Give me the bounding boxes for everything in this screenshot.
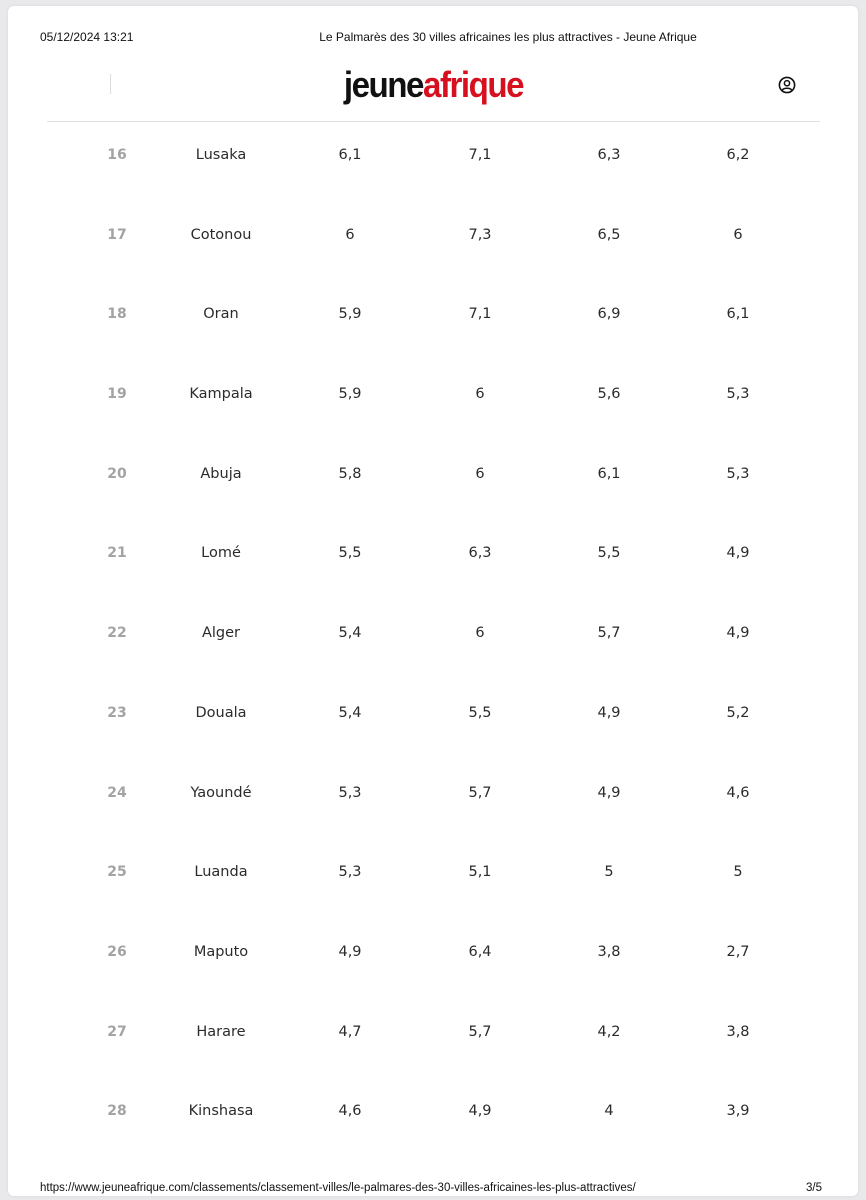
rank-cell: 17 [107, 226, 127, 243]
score-cell: 5,7 [468, 784, 492, 801]
score-cell: 5,3 [338, 784, 362, 801]
table-row [0, 992, 866, 1072]
table-row [0, 1071, 866, 1151]
score-cell: 6,3 [597, 147, 621, 163]
score-cell: 5,9 [338, 386, 362, 403]
rank-cell: 19 [107, 386, 127, 403]
rank-cell: 24 [107, 784, 127, 801]
score-cell: 5 [604, 864, 614, 881]
score-cell: 6,5 [597, 226, 621, 243]
city-cell: Lomé [201, 545, 241, 562]
score-cell: 3,8 [597, 943, 621, 960]
score-cell: 5,2 [726, 704, 750, 721]
score-cell: 6,9 [597, 306, 621, 323]
score-cell: 6 [475, 625, 485, 642]
city-cell: Kinshasa [188, 1103, 254, 1120]
table-row [0, 753, 866, 833]
rank-cell: 23 [107, 704, 127, 721]
score-cell: 3,9 [726, 1103, 750, 1120]
score-cell: 6 [475, 465, 485, 482]
score-cell: 6,4 [468, 943, 492, 960]
score-cell: 6,1 [338, 147, 362, 163]
table-row [0, 195, 866, 275]
rank-cell: 20 [107, 465, 127, 482]
table-row [0, 115, 866, 195]
score-cell: 7,1 [468, 306, 492, 323]
score-cell: 5,4 [338, 625, 362, 642]
site-header [47, 60, 820, 122]
city-cell: Oran [203, 306, 239, 323]
score-cell: 5,7 [468, 1023, 492, 1040]
table-row [0, 673, 866, 753]
score-cell: 7,1 [468, 147, 492, 163]
score-cell: 6,2 [726, 147, 750, 163]
city-cell: Alger [201, 625, 241, 642]
city-cell: Luanda [194, 864, 248, 881]
table-row [0, 354, 866, 434]
score-cell: 6,3 [468, 545, 492, 562]
table-row [0, 513, 866, 593]
score-cell: 6 [733, 226, 743, 243]
city-cell: Abuja [200, 465, 242, 482]
logo-jeune: jeune [343, 64, 424, 105]
logo-afrique: afrique [423, 64, 524, 105]
ranking-table [0, 115, 866, 1151]
score-cell: 6 [345, 226, 355, 243]
rank-cell: 16 [107, 147, 127, 163]
score-cell: 5,5 [597, 545, 621, 562]
score-cell: 4,2 [597, 1023, 621, 1040]
city-cell: Harare [196, 1023, 246, 1040]
score-cell: 5,5 [338, 545, 362, 562]
print-date: 05/12/2024 13:21 [40, 30, 134, 44]
score-cell: 4,9 [338, 943, 362, 960]
user-circle-icon[interactable] [778, 76, 796, 94]
city-cell: Douala [195, 704, 247, 721]
score-cell: 5,1 [468, 864, 492, 881]
score-cell: 4 [604, 1103, 614, 1120]
score-cell: 5,6 [597, 386, 621, 403]
score-cell: 6 [475, 386, 485, 403]
score-cell: 5 [733, 864, 743, 881]
score-cell: 4,6 [338, 1103, 362, 1120]
rank-cell: 22 [107, 625, 127, 642]
score-cell: 4,9 [726, 625, 750, 642]
score-cell: 4,7 [338, 1023, 362, 1040]
table-row [0, 593, 866, 673]
score-cell: 4,9 [597, 784, 621, 801]
table-row [0, 832, 866, 912]
print-page-number: 3/5 [806, 1182, 822, 1194]
score-cell: 5,8 [338, 465, 362, 482]
table-row [0, 274, 866, 354]
score-cell: 5,4 [338, 704, 362, 721]
score-cell: 4,6 [726, 784, 750, 801]
city-cell: Yaoundé [190, 784, 252, 801]
print-document-title: Le Palmarès des 30 villes africaines les plus attractives - Jeune Afrique [319, 30, 697, 44]
score-cell: 4,9 [726, 545, 750, 562]
rank-cell: 18 [107, 306, 127, 323]
score-cell: 3,8 [726, 1023, 750, 1040]
score-cell: 6,1 [597, 465, 621, 482]
print-url: https://www.jeuneafrique.com/classements/classement-villes/le-palmares-des-30-villes-africaines-les-plus-attractives/ [40, 1182, 636, 1194]
score-cell: 4,9 [597, 704, 621, 721]
score-cell: 5,3 [726, 465, 750, 482]
jeune-afrique-logo[interactable] [78, 64, 789, 106]
rank-cell: 26 [107, 943, 127, 960]
score-cell: 5,3 [726, 386, 750, 403]
score-cell: 6,1 [726, 306, 750, 323]
rank-cell: 21 [107, 545, 127, 562]
table-row [0, 912, 866, 992]
city-cell: Cotonou [190, 226, 252, 243]
rank-cell: 28 [107, 1103, 127, 1120]
score-cell: 5,9 [338, 306, 362, 323]
city-cell: Kampala [189, 386, 253, 403]
table-row [0, 434, 866, 514]
score-cell: 2,7 [726, 943, 750, 960]
score-cell: 7,3 [468, 226, 492, 243]
city-cell: Lusaka [195, 147, 247, 163]
score-cell: 5,7 [597, 625, 621, 642]
score-cell: 5,5 [468, 704, 492, 721]
rank-cell: 27 [107, 1023, 127, 1040]
score-cell: 5,3 [338, 864, 362, 881]
rank-cell: 25 [107, 864, 127, 881]
city-cell: Maputo [193, 943, 249, 960]
score-cell: 4,9 [468, 1103, 492, 1120]
